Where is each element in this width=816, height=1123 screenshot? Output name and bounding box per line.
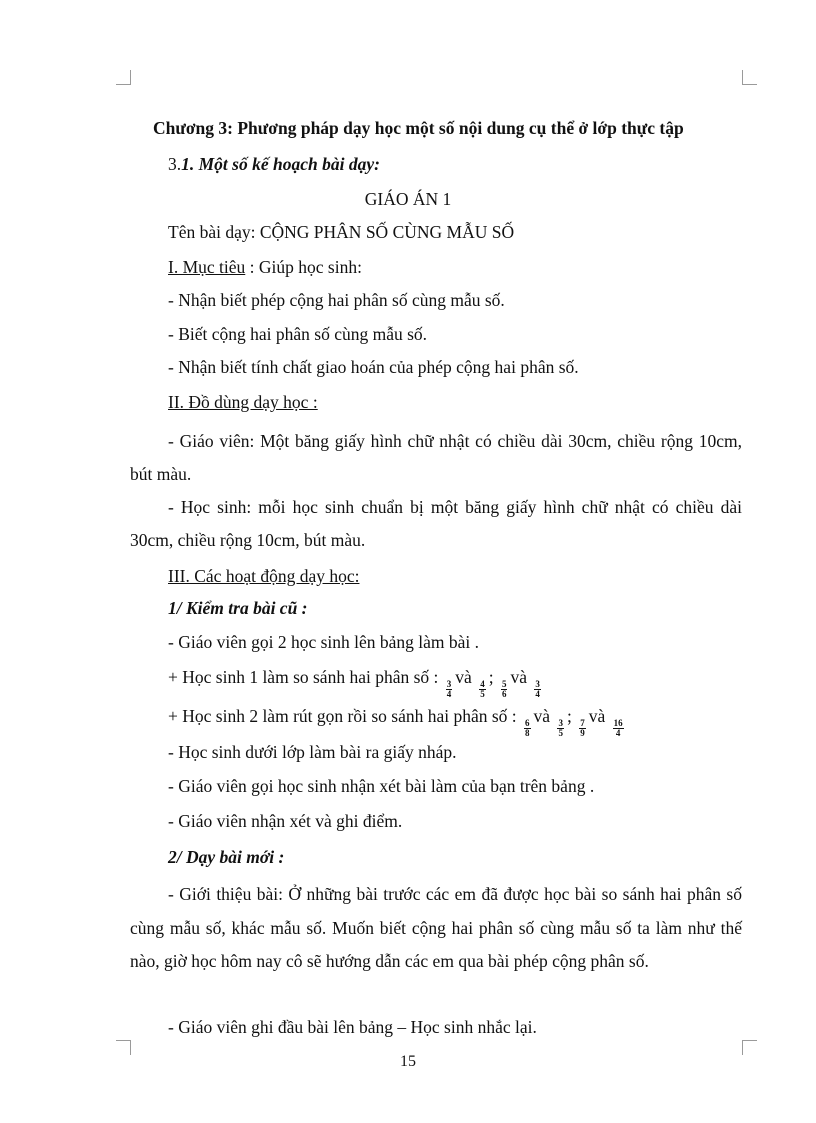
objective-item: - Nhận biết tính chất giao hoán của phép cộng hai phân số.: [168, 357, 579, 377]
check-old-line: - Giáo viên gọi 2 học sinh lên bảng làm bài .: [168, 632, 480, 652]
new-lesson-heading: 2/ Dạy bài mới :: [168, 847, 285, 867]
fraction: $\frac{3}{4}$: [446, 679, 452, 699]
fraction: $\frac{4}{5}$: [480, 679, 485, 699]
student2-text: + Học sinh 2 làm rút gọn rồi so sánh hai phân số :: [168, 706, 517, 726]
fraction: $\frac{6}{8}$: [525, 718, 530, 738]
section-title: 1. Một số kế hoạch bài dạy:: [181, 154, 380, 174]
objectives-heading: I. Mục tiêu: [168, 257, 246, 277]
fraction: $\frac{16}{4}$: [613, 718, 623, 738]
fraction: $\frac{5}{6}$: [501, 679, 507, 699]
section-heading: [168, 153, 380, 175]
lesson-plan-title: GIÁO ÁN 1: [364, 189, 452, 209]
objectives-heading-line: [168, 256, 362, 278]
fraction: $\frac{3}{5}$: [558, 718, 563, 738]
activities-heading: III. Các hoạt động dạy học:: [168, 566, 360, 586]
check-old-line: - Giáo viên gọi học sinh nhận xét bài làm của bạn trên bảng .: [168, 776, 595, 796]
check-old-heading: 1/ Kiểm tra bài cũ :: [168, 598, 308, 618]
new-lesson-intro: - Giới thiệu bài: Ở những bài trước các em đã được học bài so sánh hai phân số cùng mẫu số, khác mẫu số. Muốn biết cộng hai phân số cùng mẫu số ta làm như thế nào, giờ học hôm nay cô sẽ hướng dẫn các em qua bài phép cộng phân số.: [130, 884, 742, 971]
student1-text: + Học sinh 1 làm so sánh hai phân số :: [168, 667, 439, 687]
crop-mark-top-right: [742, 70, 757, 85]
check-old-line: - Giáo viên nhận xét và ghi điểm.: [168, 811, 403, 831]
check-old-line: - Học sinh dưới lớp làm bài ra giấy nháp.: [168, 742, 457, 762]
materials-teacher: - Giáo viên: Một băng giấy hình chữ nhật có chiều dài 30cm, chiều rộng 10cm, bút màu.: [130, 431, 742, 484]
crop-mark-top-left: [116, 70, 131, 85]
materials-student: - Học sinh: mỗi học sinh chuẩn bị một băng giấy hình chữ nhật có chiều dài 30cm, chiều rộng 10cm, bút màu.: [130, 497, 742, 550]
section-number: 3.: [168, 154, 182, 174]
new-lesson-write: - Giáo viên ghi đầu bài lên bảng – Học sinh nhắc lại.: [168, 1017, 537, 1037]
student1-task: + Học sinh 1 làm so sánh hai phân số : $\frac{3}{4}$ và $\frac{4}{5}$ ; $\frac{5}{6}$ và $\frac{3}{4}$: [168, 667, 540, 699]
fraction: $\frac{3}{4}$: [535, 679, 540, 699]
lesson-name: Tên bài dạy: CỘNG PHÂN SỐ CÙNG MẪU SỐ: [168, 222, 515, 242]
student2-task: + Học sinh 2 làm rút gọn rồi so sánh hai phân số : $\frac{6}{8}$ và $\frac{3}{5}$ ; $\frac{7}{9}$ và $\frac{16}{4}$: [168, 706, 623, 738]
objective-item: - Biết cộng hai phân số cùng mẫu số.: [168, 324, 428, 344]
fraction: $\frac{7}{9}$: [580, 718, 585, 738]
page-number: 15: [400, 1053, 416, 1070]
objective-item: - Nhận biết phép cộng hai phân số cùng mẫu số.: [168, 290, 505, 310]
materials-heading: II. Đồ dùng dạy học :: [168, 392, 318, 412]
chapter-title: Chương 3: Phương pháp dạy học một số nội dung cụ thể ở lớp thực tập: [153, 118, 684, 138]
objectives-intro: : Giúp học sinh:: [245, 257, 362, 277]
